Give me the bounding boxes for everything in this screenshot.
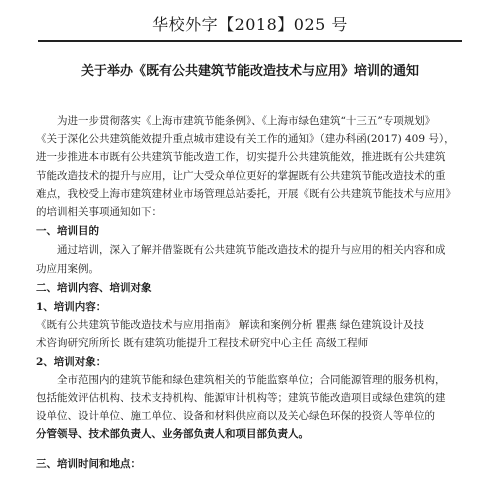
audience-line: 设单位、设计单位、施工单位、设备和材料供应商以及关心绿色环保的投资人等单位的 bbox=[36, 410, 435, 423]
intro-line: 《关于深化公共建筑能效提升重点城市建设有关工作的通知》（建办科函(2017) 409 号）， bbox=[36, 133, 455, 146]
content-line: 《既有公共建筑节能改造技术与应用指南》 解读和案例分析 瞿燕 绿色建筑设计及技 bbox=[36, 319, 425, 332]
purpose-line: 通过培训，深入了解并借鉴既有公共建筑节能改造技术的提升与应用的相关内容和成 bbox=[57, 244, 446, 257]
section-heading-content-audience: 二、培训内容、培训对象 bbox=[36, 281, 152, 294]
audience-line: 全市范围内的建筑节能和绿色建筑相关的节能监察单位；合同能源管理的服务机构， bbox=[57, 373, 446, 386]
intro-line: 难点，我校受上海市建筑建材业市场管理总站委托，开展《既有公共建筑节能技术与应用》 bbox=[36, 187, 456, 200]
section-heading-time-place: 三、培训时间和地点： bbox=[36, 457, 141, 470]
audience-line: 包括能效评估机构、技术支持机构、能源审计机构等；建筑节能改造项目或绿色建筑的建 bbox=[36, 392, 446, 405]
intro-paragraph bbox=[36, 112, 466, 221]
spacer bbox=[36, 444, 466, 454]
subheading-audience: 2、培训对象： bbox=[36, 355, 107, 368]
purpose-line: 功应用案例。 bbox=[36, 262, 99, 275]
document-title: 关于举办《既有公共建筑节能改造技术与应用》培训的通知 bbox=[80, 64, 419, 79]
header-divider bbox=[38, 40, 462, 42]
intro-line: 节能改造技术的提升与应用，让广大受众单位更好的掌握既有公共建筑节能改造技术的重 bbox=[36, 169, 446, 182]
section-heading-purpose: 一、培训目的 bbox=[36, 225, 99, 238]
intro-line: 进一步推进本市既有公共建筑节能改造工作，切实提升公共建筑能效，推进既有公共建筑 bbox=[36, 151, 446, 164]
audience-line-bold: 分管领导、技术部负责人、业务部负责人和项目部负责人。 bbox=[36, 428, 309, 441]
document-number: 华校外字【2018】025 号 bbox=[152, 15, 348, 34]
intro-line: 为进一步贯彻落实《上海市建筑节能条例》、《上海市绿色建筑“十三五”专项规划》 bbox=[57, 115, 436, 127]
document-body bbox=[36, 112, 466, 474]
intro-line: 的培训相关事项通知如下： bbox=[36, 206, 162, 219]
subheading-content: 1、培训内容： bbox=[36, 301, 107, 314]
content-line: 术咨询研究所所长 既有建筑功能提升工程技术研究中心主任 高级工程师 bbox=[36, 337, 369, 350]
